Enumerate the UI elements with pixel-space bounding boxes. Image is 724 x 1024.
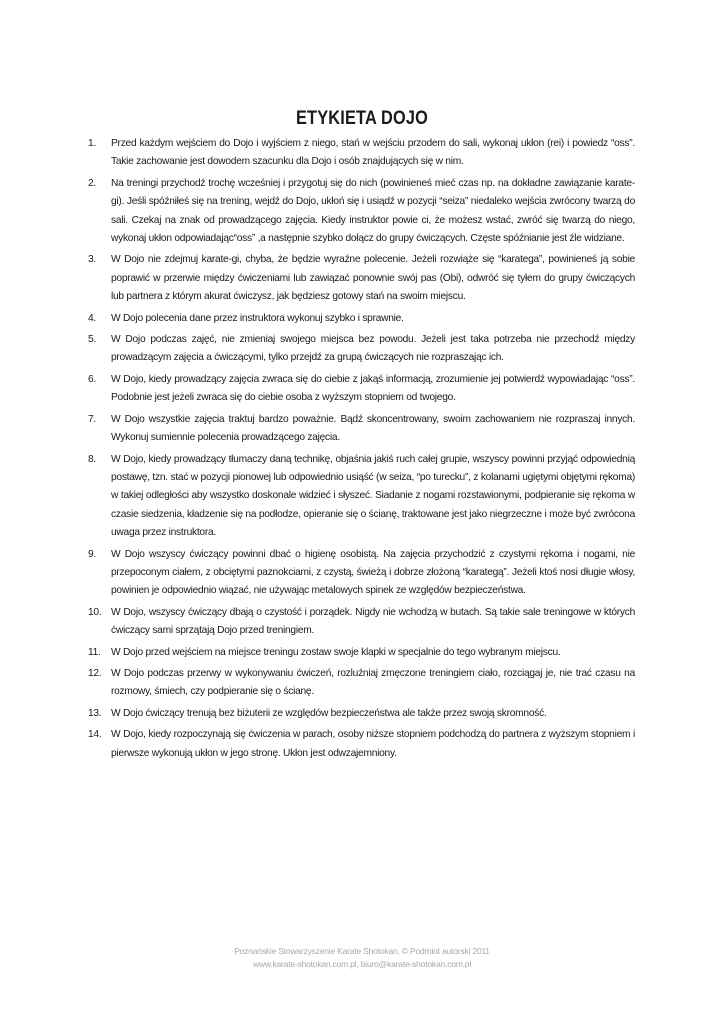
page-title: ETYKIETA DOJO — [295, 107, 429, 129]
rule-text: W Dojo przed wejściem na miejsce treningu zostaw swoje klapki w specjalnie do tego wybranym miejscu. — [111, 646, 561, 658]
list-item — [88, 175, 635, 249]
rules-list — [88, 135, 635, 766]
rule-number: 5. — [88, 334, 96, 346]
footer-contact: www.karate-shotokan.com.pl, biuro@karate-shotokan.com.pl — [252, 958, 472, 969]
list-item — [88, 411, 635, 448]
list-item — [88, 451, 635, 543]
rule-number: 3. — [88, 254, 96, 266]
list-item — [88, 604, 635, 641]
rule-text: W Dojo nie zdejmuj karate-gi, chyba, że będzie wyraźne polecenie. Jeżeli rozwiąże się “karatega”, powinieneś ją sobie poprawić w przerwie między ćwiczeniami lub zawiązać ponownie swój pas (Obi), odwróć się tyłem do grupy ćwiczących lub partnera z którym akurat ćwiczysz, jak będziesz gotowy stań na swoim miejscu. — [111, 254, 635, 303]
rule-text: W Dojo, kiedy prowadzący zajęcia zwraca się do ciebie z jakąś informacją, zrozumienie jej potwierdź wypowiadając “oss”. Podobnie jest jeżeli zwraca się do ciebie osoba z wyższym stopniem od twojego. — [111, 373, 635, 404]
rule-text: W Dojo, kiedy rozpoczynają się ćwiczenia w parach, osoby niższe stopniem podchodzą do partnera z wyższym stopniem i pierwsze wykonują ukłon w jego stronę. Ukłon jest odwzajemniony. — [111, 729, 635, 759]
footer-copyright: Poznańskie Stowarzyszenie Karate Shotokan, © Podmiot autorski 2011 — [234, 946, 490, 956]
rule-text: W Dojo podczas zajęć, nie zmieniaj swojego miejsca bez powodu. Jeżeli jest taka potrzeba nie przechodź między prowadzącym zajęcia a ćwiczącymi, tylko przejdź za grupą ćwiczących nie rozpraszając ich. — [111, 334, 635, 364]
list-item — [88, 546, 635, 601]
rule-text: W Dojo polecenia dane przez instruktora wykonuj szybko i sprawnie. — [111, 312, 404, 324]
rule-number: 12. — [88, 667, 102, 679]
list-item — [88, 331, 635, 368]
list-item — [88, 665, 635, 702]
list-item — [88, 726, 635, 763]
rule-number: 13. — [88, 707, 102, 719]
page-footer — [0, 945, 724, 970]
list-item — [88, 135, 635, 172]
list-item — [88, 251, 635, 306]
rule-text: W Dojo, kiedy prowadzący tłumaczy daną technikę, objaśnia jakiś ruch całej grupie, wszyscy powinni przyjąć odpowiednią postawę, tzn. stać w pozycji pionowej lub odpowiednio usiąść (w seiza, “po turecku”, z kolanami ugiętymi objętymi rękoma) w takiej odległości aby wszystko doskonale widzieć i słyszeć. Siadanie z nogami rozstawionymi, podpieranie się rękoma w czasie siedzenia, kładzenie się na podłodze, opieranie się o ścianę, traktowane jest jako niegrzeczne i może być zwrócona uwaga przez instruktora. — [111, 453, 635, 539]
rule-number: 10. — [88, 606, 102, 618]
rule-number: 9. — [88, 548, 96, 560]
list-item — [88, 310, 635, 328]
rule-text: W Dojo podczas przerwy w wykonywaniu ćwiczeń, rozluźniaj zmęczone treningiem ciało, rozciągaj je, nie trać czasu na rozmowy, śmiech, czy podpieranie się o ścianę. — [111, 667, 635, 698]
rule-number: 11. — [88, 646, 101, 658]
rule-text: W Dojo wszystkie zajęcia traktuj bardzo poważnie. Bądź skoncentrowany, swoim zachowaniem nie rozpraszaj innych. Wykonuj sumiennie polecenia prowadzącego zajęcia. — [111, 413, 635, 444]
rule-text: Na treningi przychodź trochę wcześniej i przygotuj się do nich (powinieneś mieć czas np. na dokładne zawiązanie karate-gi). Jeśli spóźniłeś się na trening, wejdź do Dojo, ukłoń się i usiądź w pozycji “seiza” niedaleko wejścia zwrócony twarzą do sali. Czekaj na znak od prowadzącego zajęcia. Kiedy instruktor powie ci, że możesz wstać, zwróć się twarzą do niego, wykonaj ukłon odpowiadając“oss” ,a następnie szybko dołącz do grupy ćwiczących. Częste spóźnianie jest źle widziane. — [111, 177, 635, 245]
rule-number: 2. — [88, 177, 96, 189]
rule-number: 8. — [88, 453, 96, 465]
rule-number: 4. — [88, 312, 96, 324]
rule-text: W Dojo ćwiczący trenują bez biżuterii ze względów bezpieczeństwa ale także przez swoją skromność. — [111, 707, 547, 719]
rule-text: W Dojo wszyscy ćwiczący powinni dbać o higienę osobistą. Na zajęcia przychodzić z czystymi rękoma i nogami, nie przepoconym ciałem, z obciętymi paznokciami, z czystą, świeżą i dobrze złożoną “karategą”. Jeżeli ktoś nosi długie włosy, powinien je odpowiednio wiązać, nie używając metalowych spinek ze względów bezpieczeństwa. — [111, 548, 635, 597]
rule-number: 7. — [88, 413, 96, 425]
rule-text: W Dojo, wszyscy ćwiczący dbają o czystość i porządek. Nigdy nie wchodzą w butach. Są takie sale treningowe w których ćwiczący sami sprzątają Dojo przed treningiem. — [111, 606, 635, 637]
list-item — [88, 644, 635, 662]
rule-number: 1. — [88, 138, 96, 149]
list-item — [88, 705, 635, 723]
rule-number: 14. — [88, 729, 102, 741]
list-item — [88, 371, 635, 408]
rule-text: Przed każdym wejściem do Dojo i wyjściem z niego, stań w wejściu przodem do sali, wykonaj ukłon (rei) i powiedz “oss”. Takie zachowanie jest dowodem szacunku dla Dojo i osób znajdujących się w nim. — [111, 138, 635, 168]
rule-number: 6. — [88, 373, 96, 385]
